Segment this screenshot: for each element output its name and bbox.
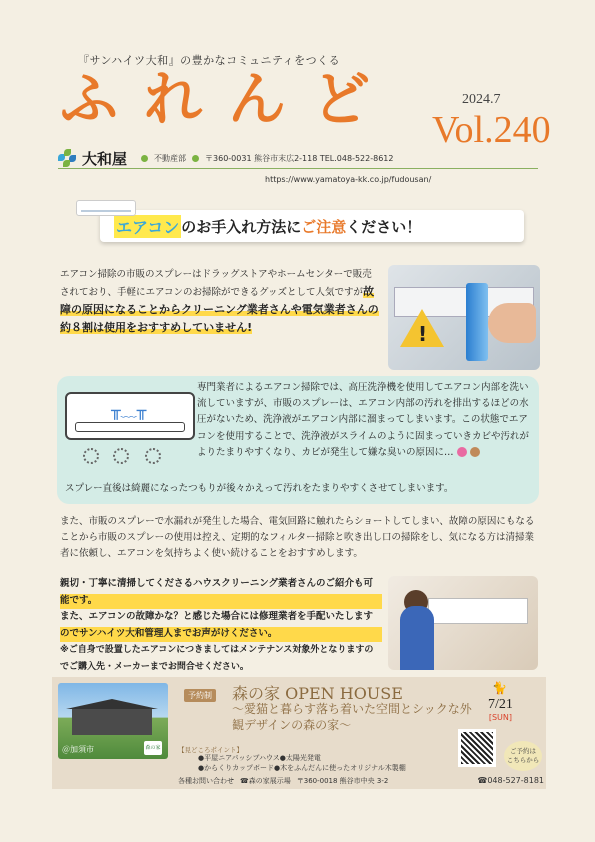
- highlight-item: ●平屋ニアパッシブハウス●太陽光発電: [198, 754, 321, 762]
- referral-text: 親切・丁寧に清掃してくださるハウスクリーニング業者さんのご紹介も可能です。: [60, 576, 382, 609]
- cat-icon: 🐈: [492, 681, 507, 695]
- event-date-value: 7/21: [488, 697, 513, 712]
- intro-text: エアコン掃除の市販のスプレーはドラッグストアやホームセンターで販売されており、手軽にエアコンのお掃除ができるグッズとして人気ですが: [60, 269, 372, 298]
- intro-paragraph: [60, 267, 380, 337]
- house-badge: 森の家: [144, 741, 162, 755]
- bullet-icon: [192, 155, 199, 162]
- header-divider: [58, 168, 538, 169]
- contact-line: [178, 776, 544, 786]
- highlights-title: 【見どころポイント】: [178, 746, 243, 754]
- crying-face-icon: ╥﹏╥: [111, 401, 147, 420]
- event-date: [488, 697, 513, 722]
- house-image: [72, 709, 152, 735]
- newsletter-title: ふれんど: [60, 65, 397, 133]
- contact-address: 〒360-0018 熊谷市中央 3-2: [296, 777, 389, 785]
- germ-icon: [470, 447, 480, 457]
- contact-section: [58, 576, 540, 672]
- banner-box: [100, 210, 524, 242]
- article-banner: [70, 198, 525, 248]
- tagline: 『サンハイツ大和』の豊かなコミュニティをつくる: [78, 54, 341, 67]
- banner-keyword: エアコン: [114, 215, 181, 238]
- house-location: ＠加須市: [62, 745, 94, 754]
- reservation-note: ご予約は こちらから: [504, 741, 542, 771]
- department: 不動産部: [154, 153, 187, 163]
- contact-name: ☎森の家展示場: [240, 777, 291, 785]
- issue-volume: Vol.240: [432, 109, 551, 151]
- hand-image: [488, 303, 536, 343]
- contact-label: 各種お問い合わせ: [178, 777, 234, 785]
- banner-text-end: ください！: [346, 217, 422, 236]
- explanation-text: 専門業者によるエアコン掃除では、高圧洗浄機を使用してエアコン内部を洗い流していますが、市販のスプレーは、エアコン内部の汚れを排出するほどの水圧がないため、洗浄液がエアコン内部に溜まってしまいます。この状態でエアコンを使用することで、洗浄液がスライムのように固まっていきカビや汚れがよりたまりやすくなり、カビが発生して嫌な臭いの原因に…: [197, 382, 530, 458]
- contact-phone[interactable]: ☎048-527-8181: [477, 776, 544, 785]
- germ-icon: [457, 447, 467, 457]
- reservation-badge: 予約制: [184, 689, 216, 702]
- ad-title: 森の家 OPEN HOUSE: [232, 684, 403, 703]
- house-photo: [58, 683, 168, 759]
- explanation-summary: スプレー直後は綺麗になったつもりが後々かえって汚れをたまりやすくさせてしまいます。: [65, 483, 454, 494]
- intro-highlight: 故障の原因になることからクリーニング業者さんや電気業者さんの約８割は使用をおすすめしていません!: [60, 285, 379, 334]
- explanation-panel: [57, 376, 539, 504]
- repair-text: また、エアコンの故障かな？と感じた場合には修理業者を手配いたしますのでサンハイツ大和管理人までお声がけください。: [60, 609, 382, 642]
- banner-text: のお手入れ方法に: [181, 217, 302, 236]
- company-address: 〒360-0031 熊谷市末広2-118 TEL.048-522-8612: [205, 153, 394, 163]
- worker-image: [400, 606, 434, 670]
- air-conditioner-icon: [76, 200, 136, 216]
- issue-date: 2024.7: [462, 92, 501, 107]
- air-conditioner-image: [428, 598, 528, 624]
- dust-icon: [83, 448, 99, 464]
- intro-section: [60, 265, 540, 375]
- bullet-icon: [141, 155, 148, 162]
- explanation-paragraph: [197, 380, 533, 461]
- company-name: 大和屋: [82, 149, 128, 168]
- qr-code-icon[interactable]: [458, 729, 496, 767]
- dust-icon: [113, 448, 129, 464]
- spray-can-image: [466, 283, 488, 361]
- highlights-list: [198, 753, 406, 773]
- contact-text: [60, 576, 382, 676]
- open-house-ad: [52, 677, 546, 789]
- dirty-ac-illustration: [65, 384, 195, 474]
- advice-paragraph: また、市販のスプレーで水漏れが発生した場合、電気回路に触れたらショートしてしまい、故障の原因にもなることから市販のスプレーの使用は控え、定期的なフィルター掃除と吹き出し口の掃除をし、気になる方は清掃業者に依頼し、エアコンを気持ちよく使い続けることをおすすめします。: [60, 516, 535, 559]
- banner-emphasis: ご注意: [301, 217, 347, 236]
- event-day: [SUN]: [488, 713, 513, 722]
- company-info: [58, 148, 538, 168]
- ad-subtitle: ～愛猫と暮らす落ち着いた空間とシックな外観デザインの森の家～: [232, 702, 472, 732]
- cleaning-photo: [388, 576, 538, 670]
- company-url[interactable]: https://www.yamatoya-kk.co.jp/fudousan/: [265, 175, 432, 184]
- warning-mark: !: [418, 322, 428, 346]
- dust-icon: [145, 448, 161, 464]
- highlight-item: ●からくりカップボード●木をふんだんに使ったオリジナル木製棚: [198, 764, 406, 772]
- company-logo-icon: [58, 149, 76, 167]
- spray-photo: [388, 265, 540, 370]
- disclaimer-text: ※ご自身で設置したエアコンにつきましてはメンテナンス対象外となりますのでご購入先・メーカーまでお問合せください。: [60, 645, 374, 672]
- header: [0, 0, 595, 195]
